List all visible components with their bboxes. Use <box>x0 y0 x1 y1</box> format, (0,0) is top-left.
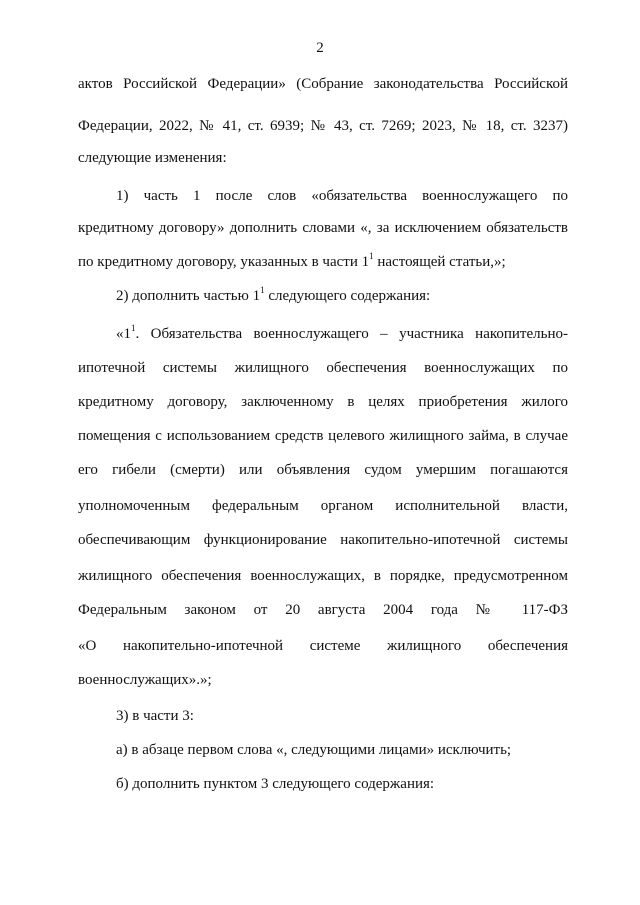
text-line: б) дополнить пунктом 3 следующего содержания: <box>116 776 435 792</box>
text-segment: «1 <box>116 326 131 342</box>
text-line: его гибели (смерти) или объявления судом умершим погашаются <box>78 462 568 478</box>
text-line: обеспечивающим функционирование накопительно-ипотечной системы <box>78 532 568 548</box>
text-line: помещения с использованием средств целевого жилищного займа, в случае <box>78 428 568 444</box>
text-line: Федерации, 2022, № 41, ст. 6939; № 43, ст. 7269; 2023, № 18, ст. 3237) <box>78 118 568 134</box>
page-number: 2 <box>316 40 324 56</box>
text-line <box>116 324 568 344</box>
superscript: 1 <box>369 251 374 261</box>
text-line: военнослужащих».»; <box>78 672 212 688</box>
text-segment: 2) дополнить частью 1 <box>116 288 261 304</box>
superscript: 1 <box>260 285 265 295</box>
superscript: 1 <box>131 323 136 333</box>
text-line: следующие изменения: <box>78 150 227 166</box>
text-line: «О накопительно-ипотечной системе жилищного обеспечения <box>78 638 568 654</box>
text-line: ипотечной системы жилищного обеспечения военнослужащих по <box>78 360 568 376</box>
text-line <box>78 252 568 272</box>
text-line: Федеральным законом от 20 августа 2004 года № 117-ФЗ <box>78 602 568 618</box>
text-line: жилищного обеспечения военнослужащих, в порядке, предусмотренном <box>78 568 568 584</box>
text-segment: следующего содержания: <box>264 288 431 304</box>
text-segment: . Обязательства военнослужащего – участника накопительно- <box>135 326 568 342</box>
text-line: 3) в части 3: <box>116 708 194 724</box>
text-line <box>116 286 568 306</box>
text-segment: по кредитному договору, указанных в части 1 <box>78 254 370 270</box>
text-line: кредитному договору» дополнить словами «, за исключением обязательств <box>78 220 568 236</box>
text-line: кредитному договору, заключенному в целях приобретения жилого <box>78 394 568 410</box>
text-line: актов Российской Федерации» (Собрание законодательства Российской <box>78 76 568 92</box>
text-line: а) в абзаце первом слова «, следующими лицами» исключить; <box>116 742 512 758</box>
text-segment: настоящей статьи,»; <box>373 254 506 270</box>
text-line: уполномоченным федеральным органом исполнительной власти, <box>78 498 568 514</box>
text-line: 1) часть 1 после слов «обязательства военнослужащего по <box>116 188 568 204</box>
